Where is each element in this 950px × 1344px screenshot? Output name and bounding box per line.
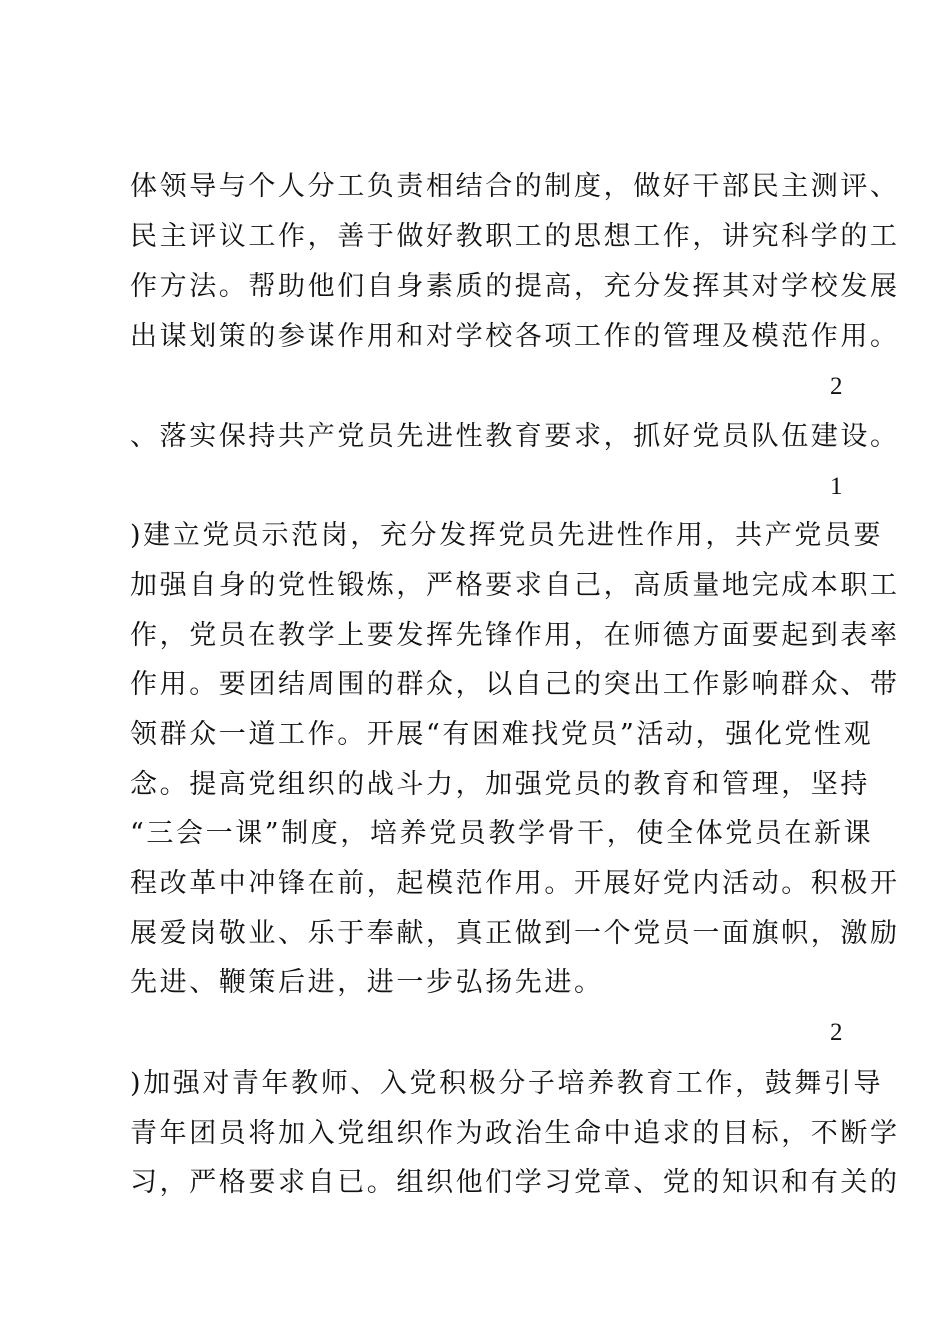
item-number: 2 (830, 1019, 843, 1046)
paragraph-line: 出谋划策的参谋作用和对学校各项工作的管理及模范作用。 (130, 321, 900, 352)
paragraph-line: “三会一课”制度，培养党员教学骨干，使全体党员在新课 (130, 818, 874, 849)
paragraph-line: 习，严格要求自已。组织他们学习党章、党的知识和有关的 (130, 1167, 900, 1198)
paragraph-line: 作用。要团结周围的群众，以自己的突出工作影响群众、带 (130, 669, 900, 700)
paragraph-line: 加强自身的党性锻炼，严格要求自己，高质量地完成本职工 (130, 570, 900, 601)
paragraph-line: 作，党员在教学上要发挥先锋作用，在师德方面要起到表率 (130, 620, 900, 651)
paragraph-line: 程改革中冲锋在前，起模范作用。开展好党内活动。积极开 (130, 868, 900, 899)
paragraph-line: 民主评议工作，善于做好教职工的思想工作，讲究科学的工 (130, 221, 900, 252)
paragraph-line: 作方法。帮助他们自身素质的提高，充分发挥其对学校发展 (130, 271, 900, 302)
paragraph-line: 青年团员将加入党组织作为政治生命中追求的目标，不断学 (130, 1118, 900, 1149)
section-number: 2 (830, 373, 843, 400)
paragraph-line: 先进、鞭策后进，进一步弘扬先进。 (130, 967, 604, 998)
paragraph-line: 领群众一道工作。开展“有困难找党员”活动，强化党性观 (130, 719, 874, 750)
paragraph-line: )加强对青年教师、入党积极分子培养教育工作，鼓舞引导 (130, 1068, 884, 1099)
item-number: 1 (830, 473, 843, 500)
paragraph-line: 念。提高党组织的战斗力，加强党员的教育和管理，坚持 (130, 769, 870, 800)
paragraph-line: 展爱岗敬业、乐于奉献，真正做到一个党员一面旗帜，激励 (130, 918, 900, 949)
section-heading: 、落实保持共产党员先进性教育要求，抓好党员队伍建设。 (130, 421, 900, 452)
paragraph-line: 体领导与个人分工负责相结合的制度，做好干部民主测评、 (130, 171, 900, 202)
paragraph-line: )建立党员示范岗，充分发挥党员先进性作用，共产党员要 (130, 520, 884, 551)
